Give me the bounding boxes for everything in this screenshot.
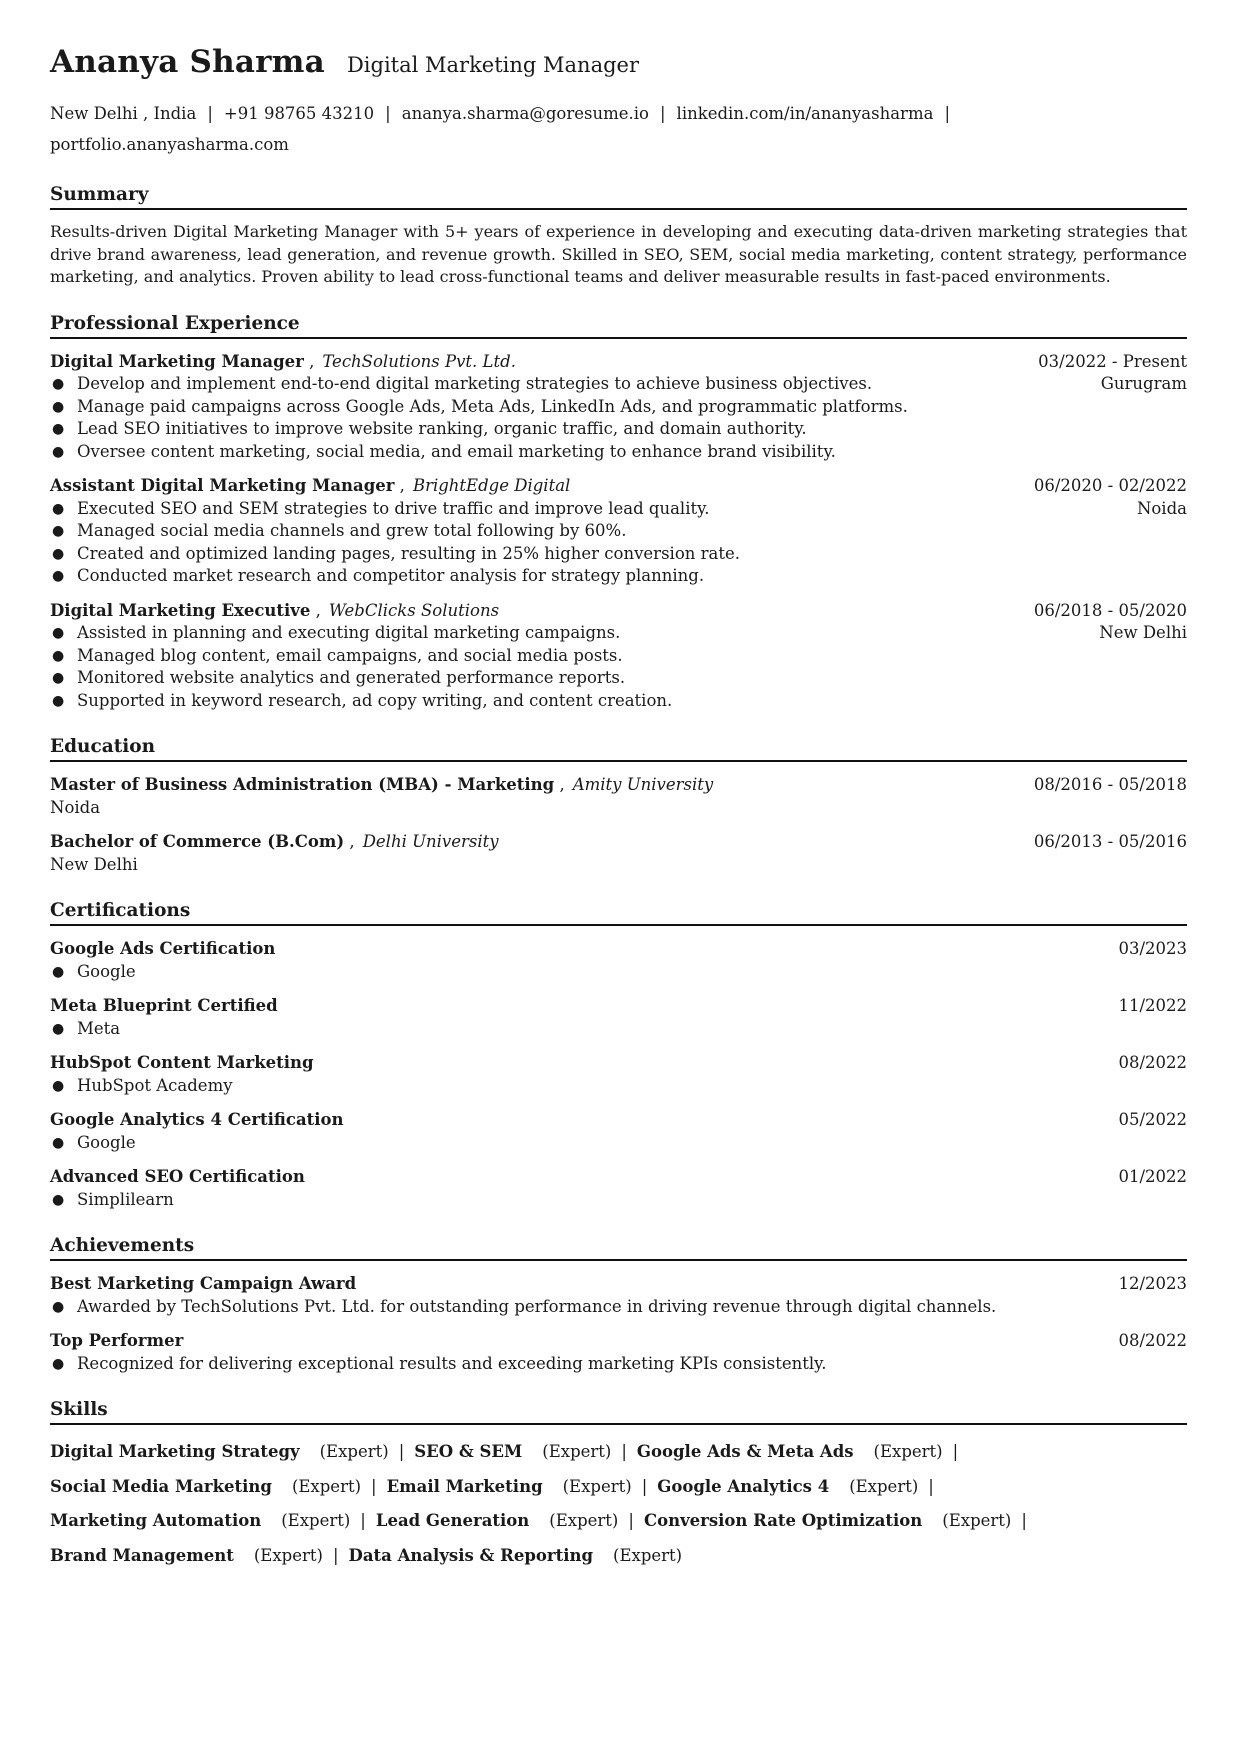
skill-item [644, 1511, 1011, 1530]
job-dates: 06/2018 - 05/2020 [1033, 600, 1187, 620]
bullet-item [50, 565, 1034, 588]
experience-main [50, 600, 1034, 713]
skill-level: (Expert) [542, 1442, 612, 1461]
company-name: WebClicks Solutions [328, 600, 500, 620]
certification-entry [50, 938, 1187, 983]
bullet-text: Managed social media channels and grew total following by 60%. [77, 521, 627, 540]
skill-level: (Expert) [942, 1511, 1012, 1530]
skill-name: Lead Generation [375, 1511, 530, 1530]
certification-date: 05/2022 [1118, 1110, 1187, 1129]
bullet-list [50, 1075, 1187, 1098]
bullet-icon: ● [52, 647, 65, 664]
certification-issuer: Google [77, 961, 136, 981]
achievement-date: 08/2022 [1118, 1331, 1187, 1350]
experience-heading [50, 351, 1038, 374]
skill-separator: | [332, 1545, 339, 1565]
skill-separator: | [628, 1511, 634, 1530]
skill-separator: | [641, 1476, 648, 1496]
bullet-item [50, 373, 1038, 396]
bullet-icon: ● [52, 500, 65, 517]
skill-level: (Expert) [281, 1511, 351, 1530]
skill-name: Brand Management [50, 1545, 234, 1565]
education-dates: 08/2016 - 05/2018 [1033, 775, 1187, 794]
bullet-text: Supported in keyword research, ad copy writing, and content creation. [77, 690, 673, 710]
school-name: Amity University [572, 775, 714, 794]
education-heading [50, 831, 1187, 854]
bullet-item [50, 690, 1034, 713]
bullet-item [50, 498, 1034, 521]
achievement-detail: Awarded by TechSolutions Pvt. Ltd. for outstanding performance in driving revenue through digital channels. [77, 1296, 997, 1316]
certification-name: Advanced SEO Certification [50, 1167, 305, 1186]
bullet-item [50, 441, 1038, 464]
bullet-icon: ● [52, 963, 65, 980]
bullet-item [50, 543, 1034, 566]
skill-item [50, 1477, 361, 1496]
bullet-icon: ● [52, 523, 65, 539]
contact-location: New Delhi , India [50, 104, 197, 123]
experience-entry [50, 475, 1187, 588]
section-title-certifications: Certifications [50, 900, 1187, 926]
achievement-entry [50, 1330, 1187, 1375]
bullet-text: Assisted in planning and executing digital marketing campaigns. [77, 623, 621, 642]
bullet-icon: ● [52, 1077, 65, 1094]
bullet-icon: ● [52, 1298, 65, 1315]
skill-name: Google Ads & Meta Ads [636, 1442, 854, 1461]
achievement-name: Best Marketing Campaign Award [50, 1274, 357, 1293]
bullet-item [50, 961, 1187, 984]
comma: , [310, 600, 321, 620]
bullet-list [50, 1189, 1187, 1212]
bullet-icon: ● [52, 625, 65, 641]
bullet-text: Lead SEO initiatives to improve website ranking, organic traffic, and domain authority. [77, 419, 807, 438]
bullet-item [50, 1353, 1187, 1376]
bullet-list [50, 1132, 1187, 1155]
candidate-role: Digital Marketing Manager [346, 53, 640, 77]
skills-list [50, 1435, 1187, 1573]
education-entry [50, 774, 1187, 819]
contact-phone: +91 98765 43210 [223, 104, 375, 123]
bullet-list [50, 622, 1034, 712]
experience-heading-left [50, 600, 499, 623]
skill-separator: | [398, 1442, 405, 1461]
contact-separator: | [207, 104, 213, 123]
skill-item [414, 1442, 611, 1461]
candidate-name: Ananya Sharma [50, 44, 325, 80]
education-list [50, 774, 1187, 876]
contact-separator: | [385, 104, 391, 123]
section-title-achievements: Achievements [50, 1235, 1187, 1261]
bullet-text: Executed SEO and SEM strategies to drive traffic and improve lead quality. [77, 498, 710, 518]
experience-list [50, 351, 1187, 713]
education-location: Noida [50, 797, 101, 817]
bullet-item [50, 1132, 1187, 1155]
skill-level: (Expert) [253, 1545, 323, 1565]
bullet-text: Created and optimized landing pages, resulting in 25% higher conversion rate. [77, 543, 740, 563]
bullet-list [50, 373, 1038, 463]
skill-name: SEO & SEM [414, 1442, 523, 1461]
skill-item [637, 1442, 943, 1461]
job-title: Digital Marketing Manager [50, 351, 304, 371]
certification-name: Meta Blueprint Certified [50, 996, 278, 1015]
job-location: Gurugram [1100, 374, 1187, 393]
skill-name: Email Marketing [386, 1476, 543, 1496]
skill-item [50, 1546, 323, 1565]
bullet-icon: ● [52, 1134, 65, 1151]
bullet-item [50, 622, 1034, 645]
job-title: Digital Marketing Executive [50, 600, 311, 620]
contact-separator: | [659, 104, 666, 123]
experience-heading-left [50, 351, 516, 374]
bullet-text: Manage paid campaigns across Google Ads, Meta Ads, LinkedIn Ads, and programmatic platforms. [77, 396, 908, 416]
experience-main [50, 351, 1038, 464]
experience-meta [1034, 600, 1187, 713]
certification-name: Google Ads Certification [50, 939, 276, 958]
skill-level: (Expert) [613, 1545, 683, 1565]
degree-name: Master of Business Administration (MBA) - Marketing [50, 775, 555, 794]
skill-item [376, 1511, 619, 1530]
comma: , [303, 351, 315, 371]
education-heading-left [50, 831, 499, 854]
education-dates: 06/2013 - 05/2016 [1033, 832, 1187, 851]
company-name: TechSolutions Pvt. Ltd. [322, 351, 516, 371]
education-location: New Delhi [50, 854, 138, 874]
certification-issuer: Simplilearn [77, 1189, 174, 1209]
bullet-icon: ● [52, 421, 65, 437]
bullet-item [50, 1018, 1187, 1041]
skill-name: Data Analysis & Reporting [348, 1545, 594, 1565]
bullet-list [50, 498, 1034, 588]
bullet-text: Monitored website analytics and generated performance reports. [77, 668, 626, 687]
certification-date: 03/2023 [1118, 939, 1187, 958]
skill-separator: | [928, 1476, 934, 1496]
certification-heading [50, 995, 1187, 1018]
certification-name: Google Analytics 4 Certification [50, 1110, 344, 1129]
section-title-education: Education [50, 736, 1187, 762]
certification-issuer: Google [77, 1132, 136, 1152]
summary-text: Results-driven Digital Marketing Manager with 5+ years of experience in developing and executing data-driven marketing strategies that drive brand awareness, lead generation, and revenue growth. Skilled in SEO, SEM, social media marketing, content strategy, performance marketing, and analytics. Proven ability to lead cross-functional teams and deliver measurable results in fast-paced environments. [50, 222, 1187, 286]
section-title-skills: Skills [50, 1399, 1187, 1425]
bullet-icon: ● [52, 568, 65, 584]
comma: , [394, 476, 405, 495]
skill-name: Digital Marketing Strategy [50, 1442, 300, 1461]
section-title-summary: Summary [50, 184, 1187, 210]
skill-level: (Expert) [319, 1442, 389, 1461]
certification-heading [50, 938, 1187, 961]
contact-line [50, 98, 1187, 160]
skill-separator: | [952, 1442, 959, 1461]
certification-entry [50, 1109, 1187, 1154]
skill-level: (Expert) [549, 1511, 619, 1530]
certification-date: 01/2022 [1118, 1167, 1187, 1186]
job-title: Assistant Digital Marketing Manager [50, 476, 395, 495]
bullet-list [50, 961, 1187, 984]
achievement-name: Top Performer [50, 1331, 184, 1350]
job-location: Noida [1136, 498, 1187, 518]
degree-name: Bachelor of Commerce (B.Com) [50, 832, 345, 851]
certification-date: 11/2022 [1118, 996, 1187, 1015]
contact-linkedin[interactable]: linkedin.com/in/ananyasharma [676, 104, 934, 123]
bullet-item [50, 645, 1034, 668]
bullet-text: Develop and implement end-to-end digital marketing strategies to achieve business objectives. [77, 374, 873, 393]
achievement-heading [50, 1273, 1187, 1296]
experience-meta [1038, 351, 1187, 464]
achievement-date: 12/2023 [1118, 1274, 1187, 1293]
certification-heading [50, 1052, 1187, 1075]
job-dates: 03/2022 - Present [1038, 351, 1187, 371]
contact-separator: | [944, 104, 950, 123]
experience-heading [50, 600, 1034, 623]
skill-separator: | [371, 1476, 377, 1496]
bullet-text: Managed blog content, email campaigns, and social media posts. [77, 645, 623, 665]
contact-email[interactable]: ananya.sharma@goresume.io [401, 104, 649, 123]
skill-name: Google Analytics 4 [657, 1476, 830, 1496]
bullet-icon: ● [52, 443, 65, 460]
certification-heading [50, 1166, 1187, 1189]
education-heading-left [50, 774, 713, 797]
bullet-icon: ● [52, 1020, 65, 1037]
skill-item [349, 1546, 683, 1565]
certification-date: 08/2022 [1118, 1053, 1187, 1072]
bullet-text: Conducted market research and competitor analysis for strategy planning. [77, 566, 705, 585]
skill-level: (Expert) [562, 1476, 632, 1496]
education-entry [50, 831, 1187, 876]
achievement-entry [50, 1273, 1187, 1318]
experience-entry [50, 600, 1187, 713]
experience-meta [1034, 475, 1187, 588]
skill-item [50, 1511, 350, 1530]
bullet-item [50, 1075, 1187, 1098]
bullet-icon: ● [52, 1355, 65, 1372]
job-dates: 06/2020 - 02/2022 [1033, 476, 1187, 495]
certification-entry [50, 1052, 1187, 1097]
skill-name: Conversion Rate Optimization [643, 1511, 923, 1530]
bullet-item [50, 1189, 1187, 1212]
comma: , [554, 775, 565, 794]
bullet-icon: ● [52, 670, 65, 686]
certification-heading [50, 1109, 1187, 1132]
bullet-icon: ● [52, 545, 65, 562]
bullet-icon: ● [52, 398, 65, 415]
education-heading [50, 774, 1187, 797]
job-location: New Delhi [1099, 623, 1187, 642]
bullet-icon: ● [52, 692, 65, 709]
certifications-list [50, 938, 1187, 1211]
company-name: BrightEdge Digital [412, 476, 571, 495]
achievements-list [50, 1273, 1187, 1375]
experience-heading [50, 475, 1034, 498]
bullet-item [50, 1296, 1187, 1319]
skill-name: Marketing Automation [50, 1511, 262, 1530]
skill-item [50, 1442, 389, 1461]
certification-issuer: HubSpot Academy [77, 1075, 233, 1095]
skill-name: Social Media Marketing [50, 1476, 272, 1496]
skill-level: (Expert) [873, 1442, 943, 1461]
bullet-icon: ● [52, 1191, 65, 1208]
bullet-icon: ● [52, 376, 65, 392]
bullet-item [50, 667, 1034, 690]
skill-item [657, 1477, 918, 1496]
skill-level: (Expert) [291, 1476, 362, 1496]
skill-level: (Expert) [849, 1476, 919, 1496]
certification-entry [50, 995, 1187, 1040]
achievement-detail: Recognized for delivering exceptional results and exceeding marketing KPIs consistently. [77, 1353, 827, 1373]
bullet-text: Oversee content marketing, social media, and email marketing to enhance brand visibility. [77, 441, 836, 461]
experience-entry [50, 351, 1187, 464]
experience-heading-left [50, 475, 570, 498]
bullet-item [50, 418, 1038, 441]
section-title-experience: Professional Experience [50, 313, 1187, 339]
school-name: Delhi University [362, 832, 499, 851]
certification-entry [50, 1166, 1187, 1211]
bullet-item [50, 396, 1038, 419]
skill-separator: | [1021, 1511, 1027, 1530]
bullet-item [50, 520, 1034, 543]
bullet-list [50, 1353, 1187, 1376]
certification-issuer: Meta [77, 1018, 121, 1038]
skill-item [387, 1477, 632, 1496]
experience-main [50, 475, 1034, 588]
bullet-list [50, 1018, 1187, 1041]
certification-name: HubSpot Content Marketing [50, 1053, 314, 1072]
resume-header [50, 44, 1187, 80]
comma: , [344, 832, 355, 851]
contact-portfolio[interactable]: portfolio.ananyasharma.com [50, 135, 289, 154]
skill-separator: | [360, 1511, 366, 1530]
skill-separator: | [621, 1442, 627, 1461]
bullet-list [50, 1296, 1187, 1319]
achievement-heading [50, 1330, 1187, 1353]
